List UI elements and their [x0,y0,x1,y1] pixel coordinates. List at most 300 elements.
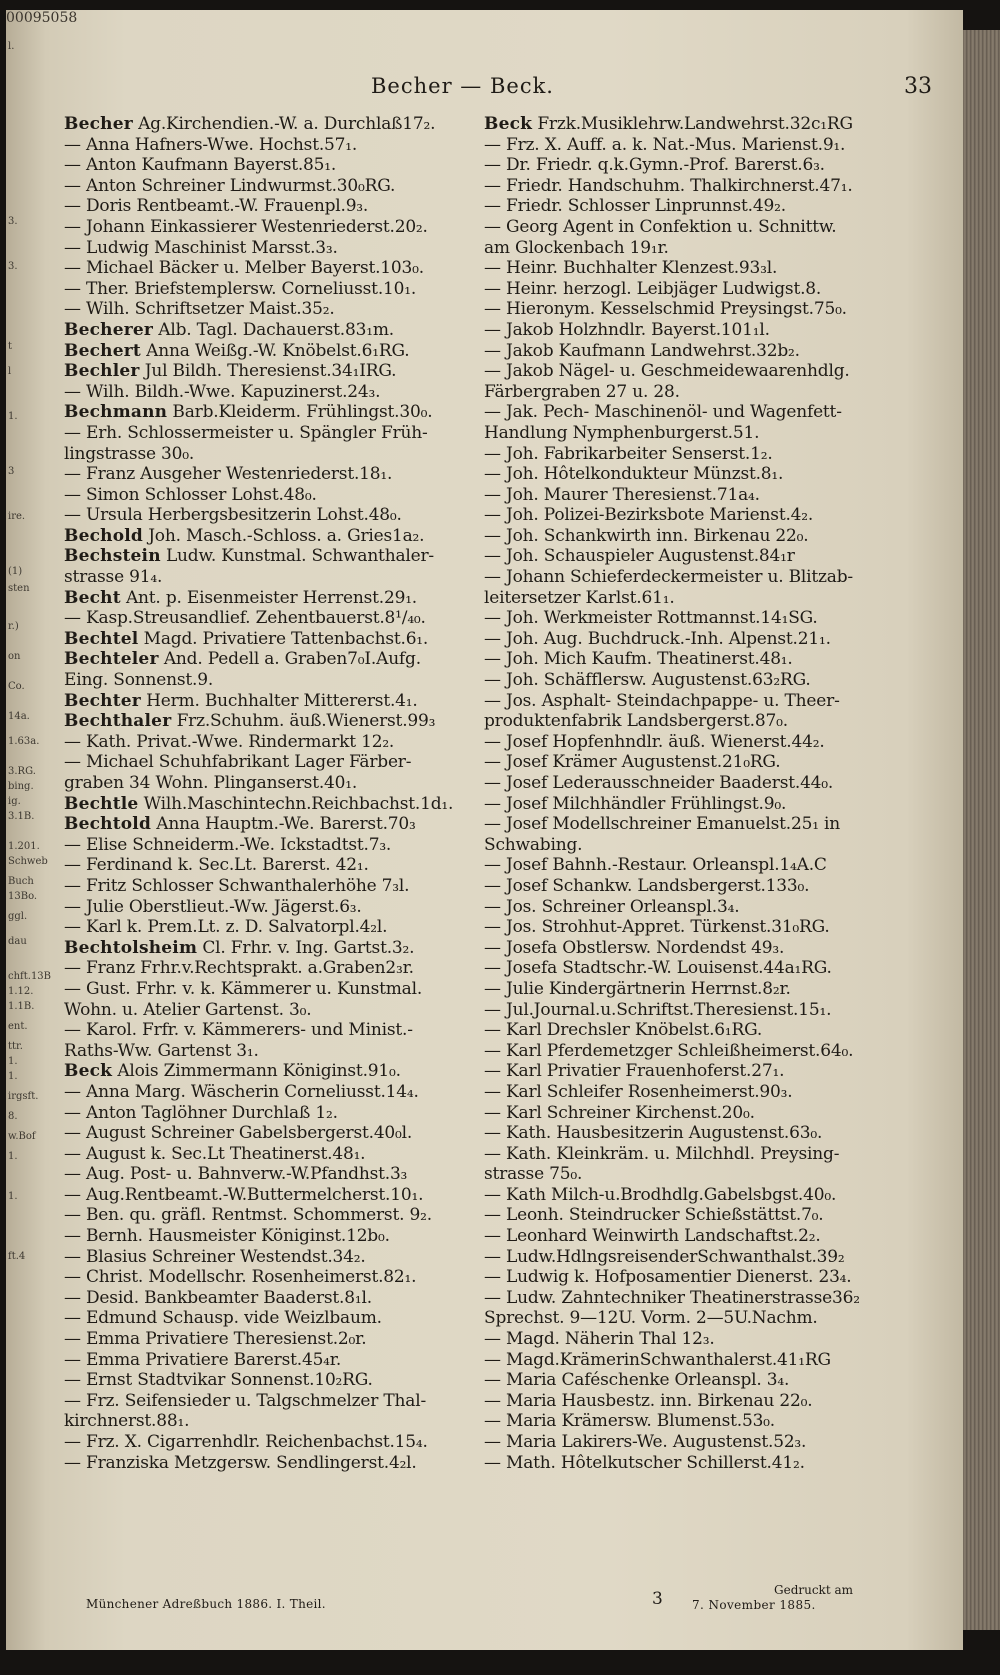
entry-text: Alois Zimmermann Königinst.91₀. [112,1061,401,1082]
directory-entry [484,876,914,897]
directory-entry [64,1205,479,1226]
directory-entry [484,505,914,526]
directory-entry [64,464,479,485]
entry-text: — Josef Lederausschneider Baaderst.44₀. [484,773,834,793]
directory-entry [64,1411,479,1432]
directory-entry [64,752,479,773]
entry-text: — Anton Taglöhner Durchlaß 1₂. [64,1102,338,1123]
surname-heading: Bechtold [64,814,152,835]
directory-entry [64,423,479,444]
spine-fragment: (1) [8,566,23,577]
entry-text: — Frz. X. Cigarrenhdlr. Reichenbachst.15₄. [64,1432,428,1452]
surname-heading: Bechteler [64,649,159,670]
entry-text: — Bernh. Hausmeister Königinst.12b₀. [64,1226,390,1247]
spine-fragment: 1.1B. [8,1001,35,1012]
book-page-edges [963,30,1000,1630]
entry-text: — Dr. Friedr. q.k.Gymn.-Prof. Barerst.6₃. [484,155,825,176]
directory-entry [484,938,914,959]
entry-text: Schwabing. [484,834,583,855]
surname-heading: Bechstein [64,546,161,567]
entry-text: — Wilh. Bildh.-Wwe. Kapuzinerst.24₃. [64,381,381,402]
entry-text: — Anton Kaufmann Bayerst.85₁. [64,155,337,176]
directory-entry [484,155,914,176]
entry-text: Alb. Tagl. Dachauerst.83₁m. [153,319,394,340]
entry-text: Magd. Privatiere Tattenbachst.6₁. [138,628,429,649]
entry-text: — Maria Krämersw. Blumenst.53₀. [484,1411,776,1432]
directory-entry [64,608,479,629]
directory-entry [484,732,914,753]
directory-entry [64,1350,479,1371]
entry-text: — Karl Schleifer Rosenheimerst.90₃. [484,1081,793,1102]
directory-entry [64,135,479,156]
directory-entry [484,1164,914,1185]
entry-text: — Emma Privatiere Theresienst.2₀r. [64,1329,367,1350]
directory-entry [484,670,914,691]
directory-entry [484,1432,914,1453]
entry-text: — Aug. Post- u. Bahnverw.-W.Pfandhst.3₃ [64,1164,408,1185]
page-header [66,74,946,104]
entry-text: — Anton Schreiner Lindwurmst.30₀RG. [64,175,396,196]
surname-heading: Beck [64,1061,113,1082]
surname-heading: Bechtle [64,793,139,814]
spine-fragment: 1.201. [8,841,40,852]
entry-text: — Joh. Aug. Buchdruck.-Inh. Alpenst.21₁. [484,628,831,649]
directory-entry [484,814,914,835]
page-footer [66,1585,946,1645]
surname-heading: Bechert [64,340,141,361]
directory-entry [484,1000,914,1021]
directory-entry [484,341,914,362]
spine-fragment: bing. [8,781,34,792]
entry-text: — Karl Drechsler Knöbelst.6₁RG. [484,1020,763,1041]
spine-fragments [6,10,50,1650]
directory-entry [484,1061,914,1082]
entry-text: Jul Bildh. Theresienst.34₁IRG. [139,361,397,382]
directory-entry [64,1041,479,1062]
directory-entry [64,1164,479,1185]
spine-fragment: dau [8,936,27,947]
directory-entry [484,1370,914,1391]
spine-fragment: ent. [8,1021,28,1032]
entry-text: — Joh. Maurer Theresienst.71a₄. [484,484,760,505]
printed-note-line2: 7. November 1885. [692,1598,816,1612]
directory-entry [64,1185,479,1206]
directory-entry [64,1103,479,1124]
directory-entry [484,1411,914,1432]
surname-heading: Bechmann [64,402,168,423]
directory-entry [484,1185,914,1206]
spine-fragment: 1.12. [8,986,34,997]
spine-fragment: t [8,341,13,352]
entry-text: kirchnerst.88₁. [64,1411,190,1432]
directory-entry [64,1288,479,1309]
entry-text: — Ernst Stadtvikar Sonnenst.10₂RG. [64,1370,373,1391]
spine-fragment: 1. [8,1151,18,1162]
entry-text: Joh. Masch.-Schloss. a. Gries1a₂. [142,525,425,546]
entry-text: — August k. Sec.Lt Theatinerst.48₁. [64,1143,366,1164]
directory-entry [484,1082,914,1103]
directory-entry [484,897,914,918]
entry-text: — Ursula Herbergsbesitzerin Lohst.48₀. [64,505,402,526]
entry-text: — Joh. Schauspieler Augustenst.84₁r [484,546,795,567]
surname-heading: Becht [64,587,121,608]
directory-entry [484,855,914,876]
directory-entry [484,196,914,217]
directory-entry [64,320,479,341]
entry-text: strasse 75₀. [484,1164,583,1185]
entry-text: — Ludw. Zahntechniker Theatinerstrasse36₂ [484,1287,860,1308]
entry-text: — August Schreiner Gabelsbergerst.40₀l. [64,1123,413,1144]
entry-text: — Magd.KrämerinSchwanthalerst.41₁RG [484,1349,831,1370]
spine-fragment: Co. [8,681,25,692]
directory-entry [64,897,479,918]
entry-text: — Emma Privatiere Barerst.45₄r. [64,1349,342,1370]
surname-heading: Bechler [64,361,140,382]
entry-text: — Christ. Modellschr. Rosenheimerst.82₁. [64,1267,417,1288]
entry-text: Ant. p. Eisenmeister Herrenst.29₁. [120,587,418,608]
spine-fragment: 1. [8,1071,18,1082]
spine-fragment: 3 [8,466,15,477]
directory-entry [484,320,914,341]
directory-entry [64,670,479,691]
entry-text: Frz.Schuhm. äuß.Wienerst.99₃ [171,711,436,732]
entry-text: — Josef Modellschreiner Emanuelst.25₁ in [484,814,841,835]
directory-entry [484,979,914,1000]
entry-text: — Jos. Asphalt- Steindachpappe- u. Theer- [484,690,840,711]
directory-entry [64,588,479,609]
entry-text: — Karl Pferdemetzger Schleißheimerst.64₀. [484,1040,854,1061]
entry-text: — Kath. Hausbesitzerin Augustenst.63₀. [484,1123,823,1144]
directory-entry [64,773,479,794]
entry-text: — Heinr. herzogl. Leibjäger Ludwigst.8. [484,278,822,299]
directory-entry [64,732,479,753]
spine-fragment: w.Bof [8,1131,36,1142]
entry-text: lingstrasse 30₀. [64,443,195,464]
directory-entry [484,1020,914,1041]
entry-text: — Leonh. Steindrucker Schießstättst.7₀. [484,1205,824,1226]
spine-fragment: 3.1B. [8,811,35,822]
entry-text: — Friedr. Handschuhm. Thalkirchnerst.47₁. [484,175,853,196]
entry-text: — Maria Lakirers-We. Augustenst.52₃. [484,1432,807,1452]
surname-heading: Beck [484,114,533,134]
directory-entry [484,1205,914,1226]
entry-text: Wohn. u. Atelier Gartenst. 3₀. [64,999,312,1020]
entry-text: — Julie Kindergärtnerin Herrnst.8₂r. [484,978,791,999]
entry-text: — Wilh. Schriftsetzer Maist.35₂. [64,299,335,320]
entry-text: Ag.Kirchendien.-W. a. Durchlaß17₂. [132,114,436,134]
entry-text: — Joh. Hôtelkondukteur Münzst.8₁. [484,464,784,485]
directory-entry [484,176,914,197]
spine-fragment: l. [8,41,15,52]
entry-text: Anna Hauptm.-We. Barerst.70₃ [151,814,416,835]
entry-text: — Fritz Schlosser Schwanthalerhöhe 7₃l. [64,875,410,896]
entry-text: leitersetzer Karlst.61₁. [484,587,675,608]
directory-entry [64,1267,479,1288]
entry-text: Sprechst. 9—12U. Vorm. 2—5U.Nachm. [484,1308,818,1329]
directory-entry [484,1391,914,1412]
entry-text: — Anna Marg. Wäscherin Corneliusst.14₄. [64,1081,419,1102]
directory-entry [64,546,479,567]
spine-fragment: on [8,651,21,662]
directory-entry [484,711,914,732]
directory-entry [64,1226,479,1247]
directory-entry [484,917,914,938]
directory-entry [64,485,479,506]
spine-fragment: 14a. [8,711,30,722]
entry-text: — Magd. Näherin Thal 12₃. [484,1329,715,1350]
directory-entry [64,917,479,938]
directory-entry [64,1308,479,1329]
directory-entry [484,567,914,588]
entry-text: — Jul.Journal.u.Schriftst.Theresienst.15₁. [484,999,832,1020]
directory-entry [64,1370,479,1391]
directory-entry [484,1247,914,1268]
spine-fragment: ggl. [8,911,28,922]
directory-entry [484,691,914,712]
directory-entry [64,1020,479,1041]
directory-entry [484,1226,914,1247]
directory-entry [64,1329,479,1350]
entry-text: Anna Weißg.-W. Knöbelst.6₁RG. [140,340,410,361]
spine-fragment: 1. [8,411,18,422]
entry-text: And. Pedell a. Graben7₀I.Aufg. [158,649,421,670]
entry-text: — Ben. qu. gräfl. Rentmst. Schommerst. 9₂. [64,1205,432,1226]
entry-text: am Glockenbach 19₁r. [484,237,669,258]
spine-fragment: ft.4 [8,1251,26,1262]
entry-text: — Kasp.Streusandlief. Zehentbauerst.8¹/₄₀. [64,608,426,629]
entry-text: — Karl k. Prem.Lt. z. D. Salvatorpl.4₂l. [64,917,388,938]
entry-text: Raths-Ww. Gartenst 3₁. [64,1040,259,1061]
directory-entry [484,485,914,506]
entry-text: — Jakob Holzhndlr. Bayerst.101₁l. [484,319,770,340]
entry-text: — Blasius Schreiner Westendst.34₂. [64,1246,366,1267]
surname-heading: Bechtolsheim [64,937,198,958]
directory-entry [64,876,479,897]
directory-entry [64,1247,479,1268]
directory-entry [484,835,914,856]
spine-fragment: 3. [8,261,18,272]
directory-entry [64,155,479,176]
entry-text: — Karl Privatier Frauenhoferst.27₁. [484,1061,785,1082]
directory-entry [484,1144,914,1165]
entry-text: — Michael Schuhfabrikant Lager Färber- [64,752,412,773]
directory-entry [484,1329,914,1350]
entry-text: — Josefa Stadtschr.-W. Louisenst.44a₁RG. [484,958,832,979]
directory-entry [484,423,914,444]
directory-entry [64,444,479,465]
entry-text: — Josef Krämer Augustenst.21₀RG. [484,752,781,773]
directory-entry [484,1288,914,1309]
directory-entry [64,526,479,547]
spine-fragment: r.) [8,621,19,632]
directory-entry [64,299,479,320]
entry-text: — Franziska Metzgersw. Sendlingerst.4₂l. [64,1452,417,1473]
entry-text: Wilh.Maschintechn.Reichbachst.1d₁. [138,793,454,814]
directory-entry [64,382,479,403]
entry-text: Barb.Kleiderm. Frühlingst.30₀. [167,402,433,423]
directory-entry [484,1267,914,1288]
directory-entry [64,629,479,650]
spine-fragment: Schweb [8,856,48,867]
entry-text: Ludw. Kunstmal. Schwanthaler- [160,546,434,567]
directory-entry [64,1082,479,1103]
entry-text: — Edmund Schausp. vide Weizlbaum. [64,1308,382,1329]
directory-entry [484,1350,914,1371]
directory-entry [484,1123,914,1144]
directory-entry [484,238,914,259]
entry-text: — Michael Bäcker u. Melber Bayerst.103₀. [64,258,424,279]
spine-fragment: 3. [8,216,18,227]
entry-text: — Desid. Bankbeamter Baaderst.8₁l. [64,1287,372,1308]
directory-entry [484,464,914,485]
printed-note-line1: Gedruckt am [774,1583,853,1597]
directory-entry [484,299,914,320]
directory-entry [484,114,914,135]
entry-text: produktenfabrik Landsbergerst.87₀. [484,711,788,732]
entry-text: — Jos. Strohhut-Appret. Türkenst.31₀RG. [484,917,830,938]
spine-fragment: ttr. [8,1041,23,1052]
directory-entry [64,217,479,238]
entry-text: — Josef Milchhändler Frühlingst.9₀. [484,793,787,814]
directory-entry [64,402,479,423]
directory-entry [64,794,479,815]
directory-entry [64,258,479,279]
directory-entry [484,382,914,403]
directory-entry [484,1308,914,1329]
spine-fragment: l [8,366,12,377]
entry-text: — Julie Oberstlieut.-Ww. Jägerst.6₃. [64,896,362,917]
entry-text: — Georg Agent in Confektion u. Schnittw. [484,216,837,237]
directory-page [6,10,963,1650]
entry-text: — Joh. Mich Kaufm. Theatinerst.48₁. [484,649,793,670]
entry-text: — Elise Schneiderm.-We. Ickstadtst.7₃. [64,834,392,855]
directory-entry [64,938,479,959]
entry-text: — Leonhard Weinwirth Landschaftst.2₂. [484,1226,821,1247]
spine-fragment: 1. [8,1056,18,1067]
spine-fragment: sten [8,583,30,594]
directory-entry [64,114,479,135]
directory-entry [64,341,479,362]
entry-text: — Joh. Schankwirth inn. Birkenau 22₀. [484,525,809,546]
entry-text: — Ferdinand k. Sec.Lt. Barerst. 42₁. [64,855,369,876]
entry-text: — Ludwig Maschinist Marsst.3₃. [64,237,338,258]
entry-text: — Frz. X. Auff. a. k. Nat.-Mus. Marienst.9₁. [484,134,846,155]
directory-entry [484,135,914,156]
entry-text: — Karol. Frfr. v. Kämmerers- und Minist.- [64,1020,413,1041]
entry-text: — Joh. Fabrikarbeiter Senserst.1₂. [484,443,773,464]
directory-entry [484,444,914,465]
spine-fragment: irgsft. [8,1091,39,1102]
directory-entry [484,588,914,609]
entry-text: strasse 91₄. [64,567,163,588]
entry-text: — Ludwig k. Hofposamentier Dienerst. 23₄. [484,1267,852,1288]
right-column [484,114,914,1473]
directory-entry [484,752,914,773]
spine-fragment: 1.63a. [8,736,40,747]
entry-text: Handlung Nymphenburgerst.51. [484,422,760,443]
entry-text: — Jos. Schreiner Orleanspl.3₄. [484,896,740,917]
entry-text: — Math. Hôtelkutscher Schillerst.41₂. [484,1452,805,1473]
directory-entry [484,608,914,629]
directory-entry [484,546,914,567]
directory-entry [64,814,479,835]
directory-entry [64,958,479,979]
entry-text: — Ludw.HdlngsreisenderSchwanthalst.39₂ [484,1246,845,1267]
directory-entry [64,1391,479,1412]
entry-text: — Hieronym. Kesselschmid Preysingst.75₀. [484,299,847,320]
directory-entry [64,711,479,732]
entry-text: Eing. Sonnenst.9. [64,670,214,691]
entry-text: Cl. Frhr. v. Ing. Gartst.3₂. [197,937,415,958]
entry-text: — Josef Bahnh.-Restaur. Orleanspl.1₄A.C [484,855,827,876]
surname-heading: Bechold [64,525,143,546]
directory-entry [484,217,914,238]
entry-text: — Frz. Seifensieder u. Talgschmelzer Thal- [64,1390,427,1411]
directory-entry [484,649,914,670]
directory-entry [64,649,479,670]
directory-entry [64,238,479,259]
spine-fragment: 8. [8,1111,18,1122]
entry-text: — Josef Schankw. Landsbergerst.133₀. [484,875,810,896]
page-number: 33 [904,74,932,99]
surname-heading: Bechtel [64,628,139,649]
directory-entry [64,1453,479,1474]
directory-entry [64,835,479,856]
surname-heading: Becher [64,114,133,134]
spine-fragment: 3.RG. [8,766,36,777]
directory-entry [484,1041,914,1062]
directory-entry [64,1432,479,1453]
entry-text: — Franz Frhr.v.Rechtsprakt. a.Graben2₃r. [64,958,414,979]
directory-entry [64,361,479,382]
directory-entry [484,958,914,979]
spine-fragment: ire. [8,511,26,522]
entry-text: Herm. Buchhalter Mittererst.4₁. [140,690,418,711]
directory-entry [64,1061,479,1082]
directory-entry [484,1453,914,1474]
surname-heading: Becherer [64,319,154,340]
entry-text: — Johann Einkassierer Westenriederst.20₂. [64,216,428,237]
entry-text: — Gust. Frhr. v. k. Kämmerer u. Kunstmal. [64,978,423,999]
entry-text: — Josef Hopfenhndlr. äuß. Wienerst.44₂. [484,731,825,752]
directory-entry [484,402,914,423]
directory-entry [484,526,914,547]
entry-text: — Joh. Polizei-Bezirksbote Marienst.4₂. [484,505,814,526]
entry-text: — Erh. Schlossermeister u. Spängler Früh- [64,422,428,443]
signature-number: 3 [652,1589,663,1609]
directory-entry [64,279,479,300]
directory-entry [64,979,479,1000]
entry-text: — Jak. Pech- Maschinenöl- und Wagenfett- [484,402,842,423]
entry-text: — Simon Schlosser Lohst.48₀. [64,484,317,505]
entry-text: — Joh. Werkmeister Rottmannst.14₁SG. [484,608,818,629]
entry-text: — Josefa Obstlersw. Nordendst 49₃. [484,937,785,958]
entry-text: Färbergraben 27 u. 28. [484,381,680,402]
directory-entry [484,361,914,382]
directory-entry [484,258,914,279]
page-title: Becher — Beck. [371,74,554,98]
entry-text: — Johann Schieferdeckermeister u. Blitzab- [484,567,853,588]
directory-entry [64,1123,479,1144]
entry-text: graben 34 Wohn. Plinganserst.40₁. [64,773,358,793]
directory-entry [64,691,479,712]
directory-entry [484,1103,914,1124]
directory-entry [64,505,479,526]
entry-text: — Kath Milch-u.Brodhdlg.Gabelsbgst.40₀. [484,1184,837,1205]
spine-fragment: 13Bo. [8,891,38,902]
entry-text: Frzk.Musiklehrw.Landwehrst.32c₁RG [532,114,853,134]
entry-text: — Joh. Schäfflersw. Augustenst.63₂RG. [484,670,811,691]
